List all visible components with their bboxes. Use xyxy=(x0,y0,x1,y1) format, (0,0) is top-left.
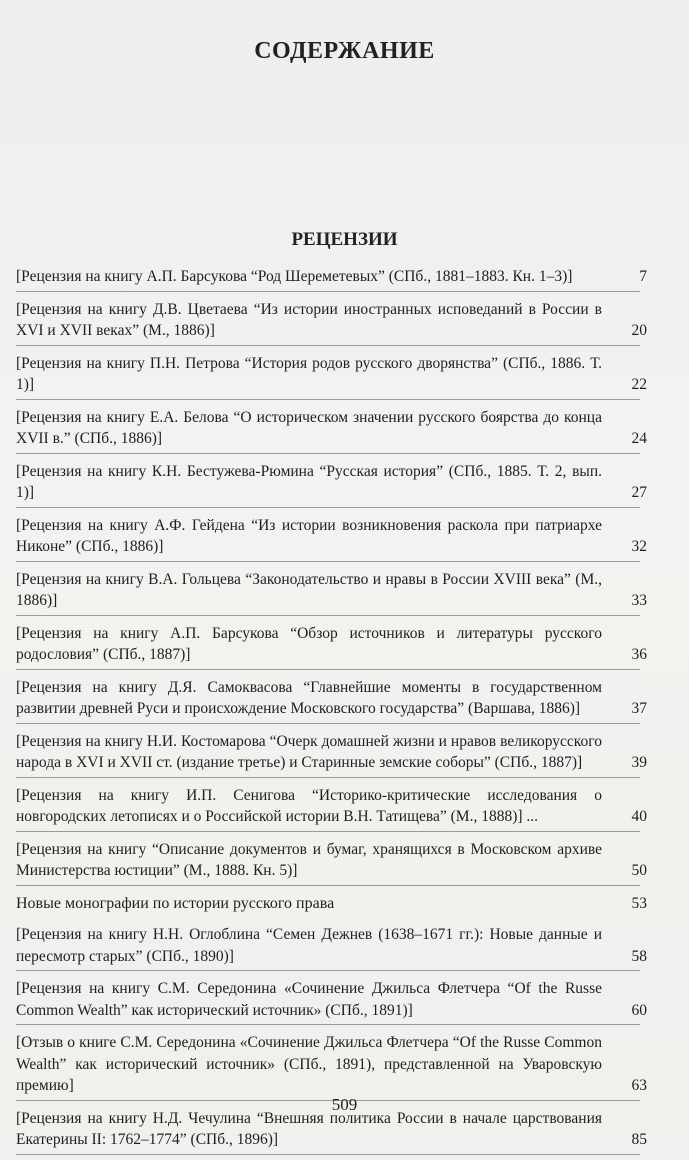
toc-entry[interactable] xyxy=(16,891,647,918)
toc-entry[interactable] xyxy=(16,1030,647,1101)
toc-entry-page: 32 xyxy=(631,538,647,555)
toc-entry[interactable] xyxy=(16,297,647,346)
toc-entry-page: 40 xyxy=(631,808,647,825)
page-title: СОДЕРЖАНИЕ xyxy=(254,38,435,64)
toc-entry-page: 39 xyxy=(631,754,647,771)
toc-entry-page: 27 xyxy=(631,484,647,501)
toc-entry[interactable] xyxy=(16,976,647,1025)
toc-entry-page: 85 xyxy=(631,1131,647,1148)
toc-entry-title: [Рецензия на книгу Е.А. Белова “О историческом значении русского боярства до конца XVII в.” (СПб., 1886)] xyxy=(16,408,602,447)
toc-entry-page: 33 xyxy=(631,592,647,609)
toc-entry[interactable] xyxy=(16,459,647,508)
table-of-contents xyxy=(16,264,647,1160)
toc-entry-page: 20 xyxy=(631,322,647,339)
toc-entry-title: [Рецензия на книгу А.Ф. Гейдена “Из истории возникновения раскола при патриархе Никоне” (СПб., 1886)] xyxy=(16,516,602,555)
toc-entry-page: 36 xyxy=(631,646,647,663)
toc-entry[interactable] xyxy=(16,567,647,616)
toc-entry-page: 53 xyxy=(631,894,647,912)
toc-entry-title: Новые монографии по истории русского права xyxy=(16,894,335,912)
toc-entry[interactable] xyxy=(16,729,647,778)
toc-entry-page: 7 xyxy=(639,268,647,285)
toc-entry[interactable] xyxy=(16,621,647,670)
toc-entry-title: [Рецензия на книгу К.Н. Бестужева-Рюмина “Русская история” (СПб., 1885. Т. 2, вып. 1)] xyxy=(16,462,602,501)
toc-entry-title: [Рецензия на книгу Д.Я. Самоквасова “Главнейшие моменты в государственном развитии древней Руси и происхождение Московского государства” (Варшава, 1886)] xyxy=(16,678,602,717)
toc-entry-page: 37 xyxy=(631,700,647,717)
toc-entry-title: [Рецензия на книгу П.Н. Петрова “История родов русского дворянства” (СПб., 1886. Т. 1)] xyxy=(16,354,602,393)
toc-entry-title: [Рецензия на книгу А.П. Барсукова “Род Шереметевых” (СПб., 1881–1883. Кн. 1–3)] xyxy=(16,268,573,285)
toc-entry[interactable] xyxy=(16,675,647,724)
toc-entry-title: [Рецензия на книгу Н.Д. Чечулина “Внешняя политика России в начале царствования Екатерины II: 1762–1774” (СПб., 1896)] xyxy=(16,1109,602,1148)
toc-entry[interactable] xyxy=(16,783,647,832)
toc-entry-page: 22 xyxy=(631,376,647,393)
toc-entry-title: [Рецензия на книгу С.М. Середонина «Сочинение Джильса Флетчера “Of the Russe Common Wealth” как исторический источник» (СПб., 1891)] xyxy=(16,980,602,1019)
toc-entry[interactable] xyxy=(16,264,647,292)
toc-entry-page: 58 xyxy=(631,947,647,965)
toc-entry[interactable] xyxy=(16,405,647,454)
toc-entry-title: [Рецензия на книгу И.П. Сенигова “Историко-критические исследования о новгородских летописях и о Российской истории В.Н. Татищева” (М., 1888)] ... xyxy=(16,786,602,825)
toc-entry-page: 63 xyxy=(631,1077,647,1094)
toc-entry-title: [Рецензия на книгу В.А. Гольцева “Законодательство и нравы в России XVIII века” (М., 1886)] xyxy=(16,570,602,609)
toc-entry[interactable] xyxy=(16,837,647,886)
toc-entry-title: [Рецензия на книгу Н.И. Костомарова “Очерк домашней жизни и нравов великорусского народа в XVI и XVII ст. (издание третье) и Старинные земские соборы” (СПб., 1887)] xyxy=(16,732,602,771)
toc-entry-title: [Отзыв о книге С.М. Середонина «Сочинение Джильса Флетчера “Of the Russe Common Wealth” как исторический источник» (СПб., 1891), представленной на Уваровскую премию] xyxy=(16,1034,602,1094)
toc-entry-page: 50 xyxy=(631,862,647,879)
toc-entry-title: [Рецензия на книгу Н.Н. Оглоблина “Семен Дежнев (1638–1671 гг.): Новые данные и пересмотр старых” (СПб., 1890)] xyxy=(16,926,602,965)
page-number: 509 xyxy=(331,1095,358,1114)
toc-entry-title: [Рецензия на книгу А.П. Барсукова “Обзор источников и литературы русского родословия” (СПб., 1887)] xyxy=(16,624,602,663)
toc-entry[interactable] xyxy=(16,513,647,562)
toc-entry-title: [Рецензия на книгу Д.В. Цветаева “Из истории иностранных исповеданий в России в XVI и XVII веках” (М., 1886)] xyxy=(16,300,602,339)
section-heading: РЕЦЕНЗИИ xyxy=(291,229,398,250)
toc-entry[interactable] xyxy=(16,351,647,400)
toc-entry-title: [Рецензия на книгу “Описание документов и бумаг, хранящихся в Московском архиве Министерства юстиции” (М., 1888. Кн. 5)] xyxy=(16,840,602,879)
toc-entry-page: 60 xyxy=(631,1001,647,1019)
toc-entry[interactable] xyxy=(16,922,647,971)
toc-entry-page: 24 xyxy=(631,430,647,447)
